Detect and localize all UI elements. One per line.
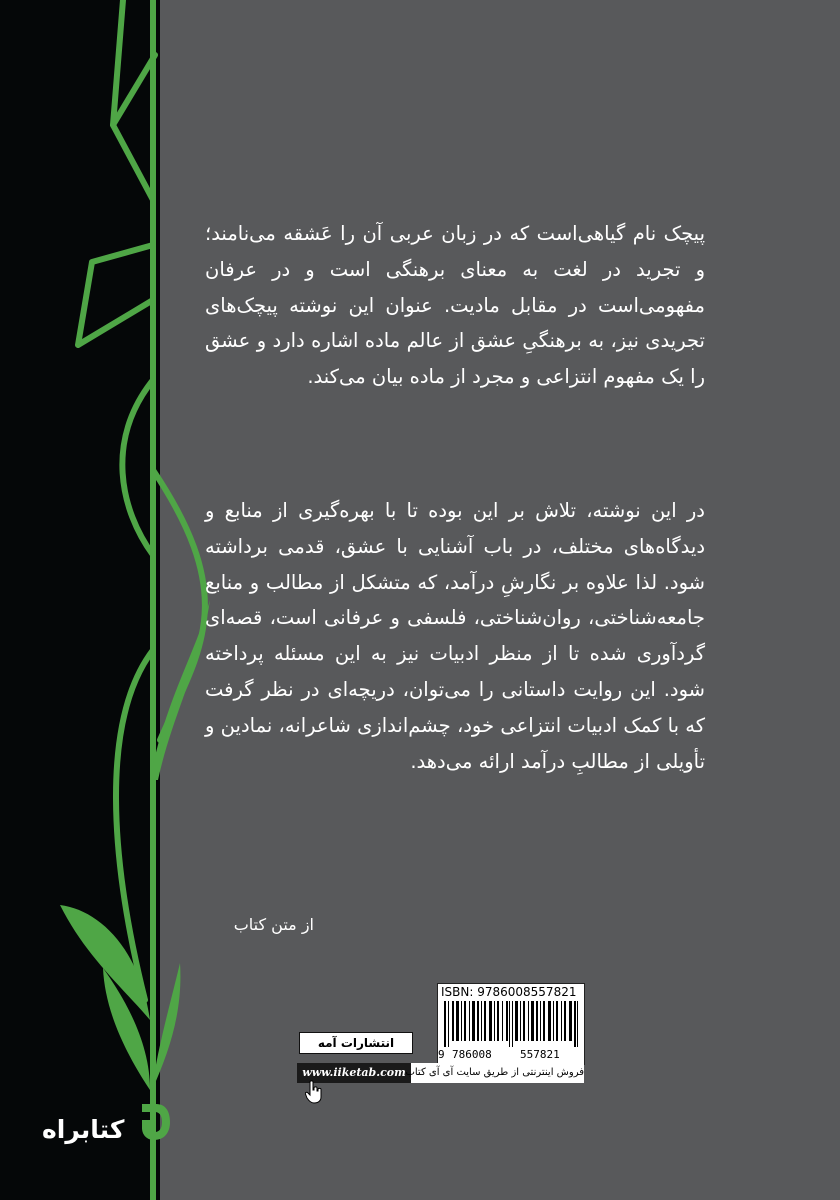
logo-text: کتابراه <box>42 1115 125 1144</box>
paragraph-intro: پیچک نام گیاهی‌است که در زبان عربی آن را عَشقه می‌نامند؛ و تجرید در لغت به معنای برهنگی است و در عرفان مفهومی‌است در مقابل مادیت. عنوان این نوشته پیچک‌های تجریدی نیز، به برهنگیِ عشق از عالم ماده اشاره دارد و عشق را یک مفهوم انتزاعی و مجرد از ماده بیان می‌کند. <box>205 222 705 389</box>
barcode-digit-first: 9 <box>438 1048 445 1061</box>
vine-illustration <box>0 0 240 1200</box>
source-note: از متن کتاب <box>233 915 314 934</box>
paragraph-body: در این نوشته، تلاش بر این بوده تا با بهره‌گیری از منابع و دیدگاه‌های مختلف، در باب آشنایی با عشق، قدمی برداشته شود. لذا علاوه بر نگارشِ درآمد، که متشکل از مطالب و منابع جامعه‌شناختی، روان‌شناختی، فلسفی و عرفانی است، قصه‌ای گردآوری شده تا از منظر ادبیات نیز به این مسئله پرداخته شود. این روایت داستانی را می‌توان، دریچه‌ای در نظر گرفت که با کمک ادبیات انتزاعی خود، چشم‌اندازی شاعرانه، نمادین و تأویلی از مطالبِ درآمد ارائه می‌دهد. <box>205 499 705 773</box>
barcode <box>437 983 585 1065</box>
website-link[interactable]: www.iiketab.com <box>297 1063 411 1083</box>
barcode-digit-group2: 557821 <box>520 1048 560 1061</box>
ketabrah-logo-icon <box>138 1100 174 1144</box>
isbn-label: ISBN: 9786008557821 <box>441 985 577 999</box>
sale-note: فروش اینترنتی از طریق سایت آی آی کتاب <box>411 1063 584 1083</box>
barcode-bars <box>444 1001 578 1047</box>
publisher-label: انتشارات آمه <box>299 1032 413 1054</box>
hand-pointer-icon <box>305 1080 323 1104</box>
barcode-digit-group1: 786008 <box>452 1048 492 1061</box>
